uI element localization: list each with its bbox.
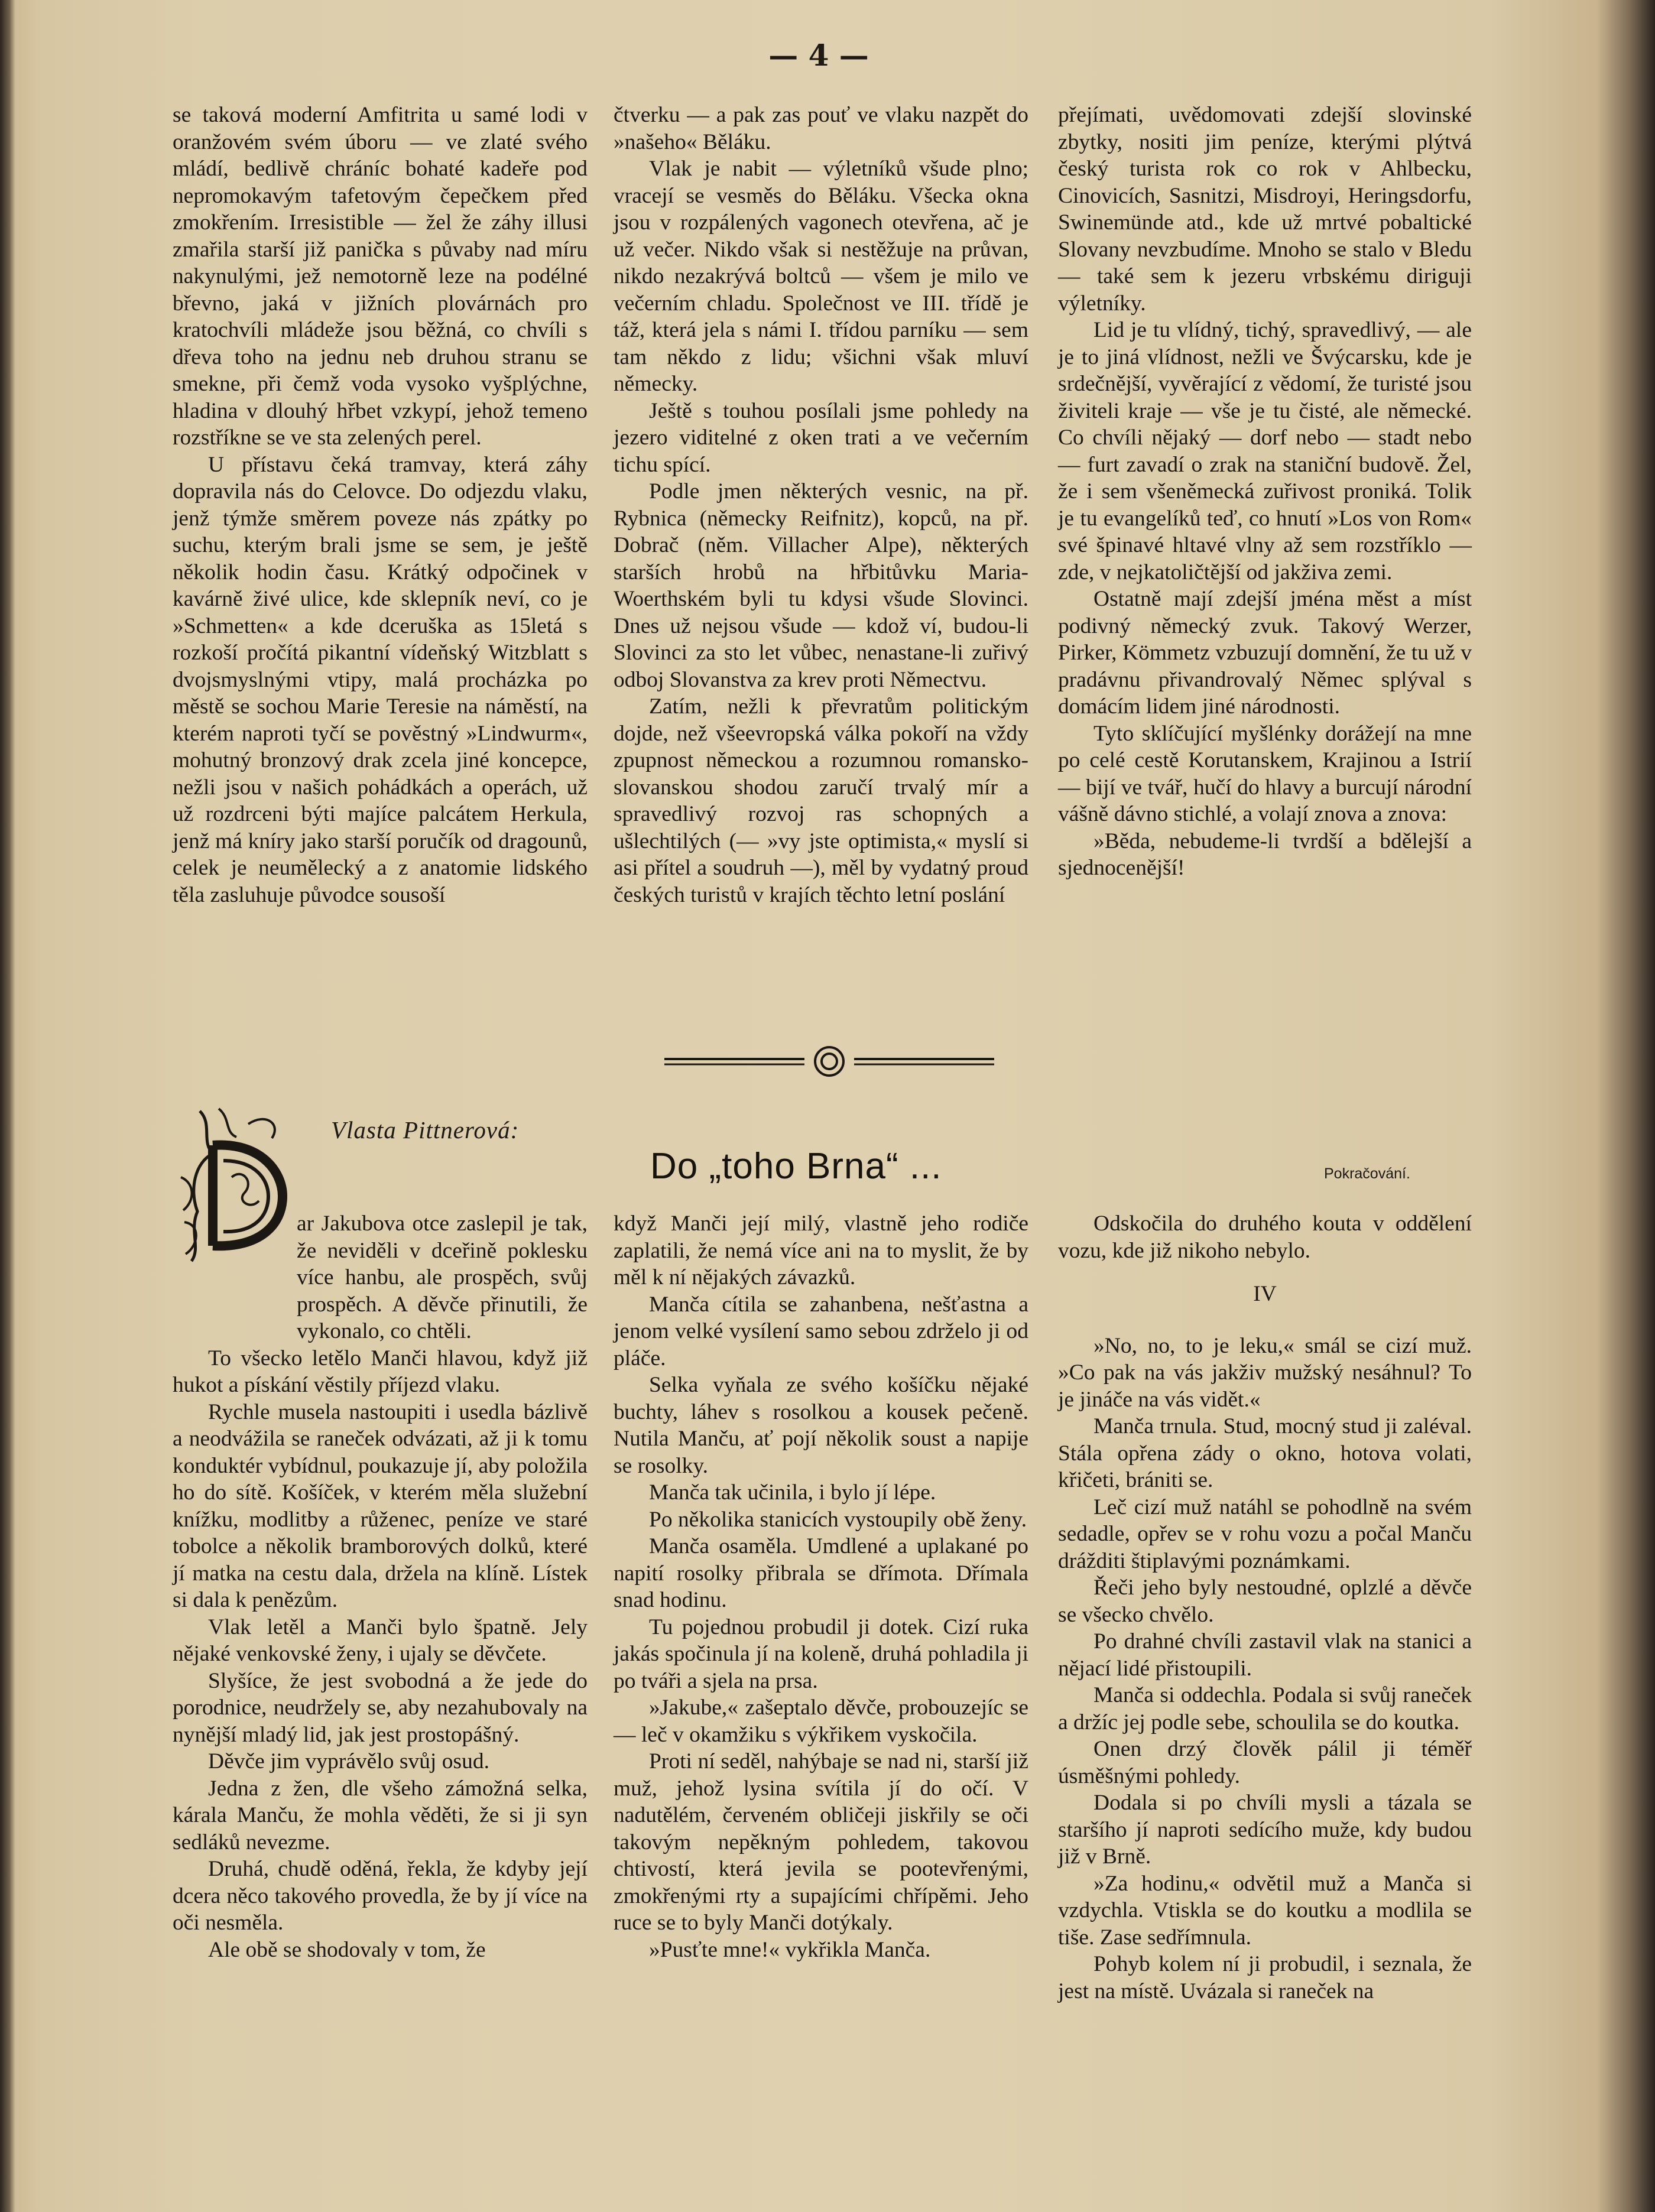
paragraph: čtverku — a pak zas pouť ve vlaku nazpět do »našeho« Běláku. [614, 103, 1028, 154]
paragraph: To všecko letělo Manči hlavou, když již hukot a pískání věstily příjezd vlaku. [173, 1346, 588, 1397]
paragraph: Manča trnula. Stud, mocný stud ji zaléval. Stála opřena zády o okno, hotova volati, křičeti, brániti se. [1058, 1414, 1472, 1492]
paragraph: Leč cizí muž natáhl se pohodlně na svém sedadle, opřev se v rohu vozu a počal Manču drážditi štiplavými poznámkami. [1058, 1495, 1472, 1573]
paragraph: Po drahné chvíli zastavil vlak na stanici a nějací lidé přistoupili. [1058, 1629, 1472, 1681]
page-number: — 4 — [768, 38, 869, 73]
paragraph: Manča tak učinila, i bylo jí lépe. [649, 1480, 936, 1505]
section-mark: IV [1253, 1282, 1277, 1306]
paragraph: Odskočila do druhého kouta v oddělení vozu, kde již nikoho nebylo. [1058, 1211, 1472, 1263]
paragraph: »No, no, to je leku,« smál se cizí muž. »Co pak na vás jakživ mužský nesáhnul? To je jináče na vás vidět.« [1058, 1333, 1472, 1412]
upper-col-1 [173, 102, 588, 908]
upper-col-2 [614, 102, 1028, 908]
paragraph: Ostatně mají zdejší jména měst a míst podivný německý zvuk. Takový Werzer, Pirker, Kömmetz vzbuzují domnění, že tu už v pradávnu přivandrovalý Němec splýval s domácím lidem jiné národnosti. [1058, 587, 1472, 719]
paragraph: Ale obě se shodovaly v tom, že [208, 1937, 486, 1962]
paragraph: Selka vyňala ze svého košíčku nějaké buchty, láhev s rosolkou a kousek pečeně. Nutila Manču, ať pojí několik soust a napije se rosolky. [614, 1373, 1028, 1478]
paragraph: »Pusťte mne!« vykřikla Manča. [649, 1937, 931, 1962]
paragraph: Manča si oddechla. Podala si svůj raneček a držíc jej podle sebe, schoulila se do koutka. [1058, 1683, 1472, 1734]
paragraph: Pohyb kolem ní ji probudil, i seznala, že jest na místě. Uvázala si raneček na [1058, 1952, 1472, 2003]
paragraph: »Za hodinu,« odvětil muž a Manča si vzdychla. Vtiskla se do koutku a modlila se tiše. Zase sedřímnula. [1058, 1871, 1472, 1950]
paragraph: Po několika stanicích vystoupily obě ženy. [649, 1507, 1027, 1532]
paragraph: Tyto sklíčující myšlénky dorážejí na mne po celé cestě Korutanskem, Krajinou a Istrií — bijí ve tvář, hučí do hlavy a burcují národní vášně dávno stichlé, a volají znova a znova: [1058, 721, 1472, 826]
paragraph: Řeči jeho byly nestoudné, oplzlé a děvče se všecko chvělo. [1058, 1576, 1472, 1627]
paragraph: Ještě s touhou posílali jsme pohledy na jezero viditelné z oken trati a ve večerním tichu spící. [614, 398, 1028, 477]
paragraph: »Jakube,« zašeptalo děvče, probouzejíc se — leč v okamžiku s výkřikem vyskočila. [614, 1695, 1028, 1747]
paragraph: když Manči její milý, vlastně jeho rodiče zaplatili, že nemá více ani na to myslit, že by měl k ní nějakých závazků. [614, 1211, 1028, 1289]
ornamental-divider-icon [660, 1045, 999, 1078]
paragraph: Druhá, chudě oděná, řekla, že kdyby její dcera něco takového provedla, že by jí více na oči nesměla. [173, 1857, 588, 1935]
story-col-3 [1058, 1210, 1472, 2005]
story-title: Do „toho Brna“ ... [650, 1146, 942, 1187]
paragraph: Zatím, nežli k převratům politickým dojde, než všeevropská válka pokoří na vždy zpupnost německou a rozumnou romansko-slovanskou shodou zaručí trvalý mír a spravedlivý rozvoj ras schopných a ušlechtilých (— »vy jste optimista,« myslí si asi přítel a soudruh —), měl by vydatný proud českých turistů v krajích těchto letní poslání [614, 694, 1028, 907]
paragraph: se taková moderní Amfitrita u samé lodi v oranžovém svém úboru — ve zlaté svého mládí, bedlivě chráníc bohaté kadeře pod nepromokavým tafetovým čepečkem před zmokřením. Irresistible — žel že záhy illusi zmařila starší již panička s půvaby nad míru nakynulými, jež nemotorně leze na podélné břevno, jaká v jižních plovárnách pro kratochvíli mládeže jsou běžná, co chvíli s dřeva toho na jednu neb druhou stranu se smekne, při čemž voda vysoko vyšplýchne, hladina v dlouhý hřbet vzkypí, jehož temeno rozstříkne se ve sta zelených perel. [173, 103, 588, 450]
paragraph: Děvče jim vyprávělo svůj osud. [208, 1749, 489, 1774]
continuation-note: Pokračování. [1324, 1165, 1410, 1182]
paragraph: Rychle musela nastoupiti i usedla bázlivě a neodvážila se raneček odvázati, až ji k tomu konduktér vybídnul, poukazuje jí, aby položila ho do sítě. Košíček, v kterém měla služební knížku, modlitby a růženec, peníze ve staré tobolce a několik bramborových dolků, které jí matka na cestu dala, držela na klíně. Lístek si dala k penězům. [173, 1399, 588, 1612]
paragraph: Vlak letěl a Manči bylo špatně. Jely nějaké venkovské ženy, i ujaly se děvčete. [173, 1615, 588, 1666]
paragraph: »Běda, nebudeme-li tvrdší a bdělejší a sjednocenější! [1058, 829, 1472, 880]
story-opening-paragraph: ar Jakubova otce zaslepil je tak, že neviděli v dceřině poklesku více hanbu, ale prospěch, svůj prospěch. A děvče přinutili, že vykonalo, co chtěli. [297, 1211, 588, 1343]
author-byline: Vlasta Pittnerová: [331, 1116, 520, 1144]
paragraph: Manča cítila se zahanbena, nešťastna a jenom velké vysílení samo sebou zdrželo ji od pláče. [614, 1292, 1028, 1370]
story-col-1 [173, 1210, 588, 1963]
paragraph: Proti ní seděl, nahýbaje se nad ni, starší již muž, jehož lysina svítila jí do očí. V nadutělém, červeném obličeji jiskřily se oči takovým nepěkným pohledem, takovou chtivostí, která jevila se pootevřenými, zmokřenými rty a supajícími chřípěmi. Jeho ruce se to byly Manči dotýkaly. [614, 1749, 1028, 1935]
paragraph: U přístavu čeká tramvay, která záhy dopravila nás do Celovce. Do odjezdu vlaku, jenž týmže směrem poveze nás zpátky po suchu, kterým brali jsme se sem, je ještě několik hodin času. Krátký odpočinek v kavárně živé ulice, kde sklepník neví, co je »Schmetten« a kde dceruška as 15letá s rozkoší pročítá pikantní vídeňský Witzblatt s dvojsmyslnými vtipy, malá procházka po městě se sochou Marie Teresie na náměstí, na kterém naproti tyčí se pověstný »Lindwurm«, mohutný bronzový drak zcela jiné koncepce, nežli jsou v našich pohádkách a operách, už už rozdrceni býti majíce palcátem Herkula, jenž má kníry jako starší poručík od dragounů, celek je neumělecký a z anatomie lidského těla zasluhuje původce sousoší [173, 452, 588, 907]
paragraph: Slyšíce, že jest svobodná a že jede do porodnice, neudržely se, aby nezahubovaly na nynější mladý lid, jak jest prostopášný. [173, 1668, 588, 1747]
paragraph: přejímati, uvědomovati zdejší slovinské zbytky, nositi jim peníze, kterými plýtvá český turista rok co rok v Ahlbecku, Cinovicích, Sasnitzi, Misdroyi, Heringsdorfu, Swinemünde atd., kde už mrtvé pobaltické Slovany nevzbudíme. Mnoho se stalo v Bledu — také sem k jezeru vrbskému diriguji výletníky. [1058, 103, 1472, 316]
paragraph: Manča osaměla. Umdlené a uplakané po napití rosolky přibrala se dřímota. Dřímala snad hodinu. [614, 1534, 1028, 1612]
paragraph: Jedna z žen, dle všeho zámožná selka, kárala Manču, že mohla věděti, že si ji syn sedláků nevezme. [173, 1776, 588, 1854]
story-col-2 [614, 1210, 1028, 1963]
paragraph: Tu pojednou probudil ji dotek. Cizí ruka jakás spočinula jí na koleně, druhá pohladila ji po tváři a sjela na prsa. [614, 1615, 1028, 1693]
paragraph: Onen drzý člověk pálil ji téměř úsměšnými pohledy. [1058, 1737, 1472, 1788]
paragraph: Vlak je nabit — výletníků všude plno; vracejí se vesměs do Běláku. Všecka okna jsou v rozpálených vagonech otevřena, ač je už večer. Nikdo však si nestěžuje na průvan, nikdo nezakrývá boltců — všem je milo ve večerním chladu. Společnost ve III. třídě je táž, která jela s námi I. třídou parníku — sem tam někdo z lidu; všichni však mluví německy. [614, 157, 1028, 396]
upper-col-3 [1058, 102, 1472, 882]
paragraph: Podle jmen některých vesnic, na př. Rybnica (německy Reifnitz), kopců, na př. Dobrač (něm. Villacher Alpe), některých starších hrobů na hřbitůvku Maria-Woerthském byli tu kdysi všude Slovinci. Dnes už nejsou všude — kdož ví, budou-li Slovinci za sto let vůbec, nenastane-li zuřivý odboj Slovanstva za krev proti Němectvu. [614, 479, 1028, 692]
paragraph: Lid je tu vlídný, tichý, spravedlivý, — ale je to jiná vlídnost, nežli ve Švýcarsku, kde je srdečnější, vyvěrající z vědomí, že turisté jsou živiteli kraje — vše je tu čisté, ale německé. Co chvíli nějaký — dorf nebo — stadt nebo — furt zavadí o zrak na staniční budově. Žel, že i sem všeněmecká zuřivost proniká. Tolik je tu evangelíků teď, co hnutí »Los von Rom« své špinavé hltavé vlny až sem rozstříklo — zde, v nejkatoličtější od jakživa zemi. [1058, 318, 1472, 584]
paragraph: Dodala si po chvíli mysli a tázala se staršího jí naproti sedícího muže, kdy budou již v Brně. [1058, 1791, 1472, 1869]
